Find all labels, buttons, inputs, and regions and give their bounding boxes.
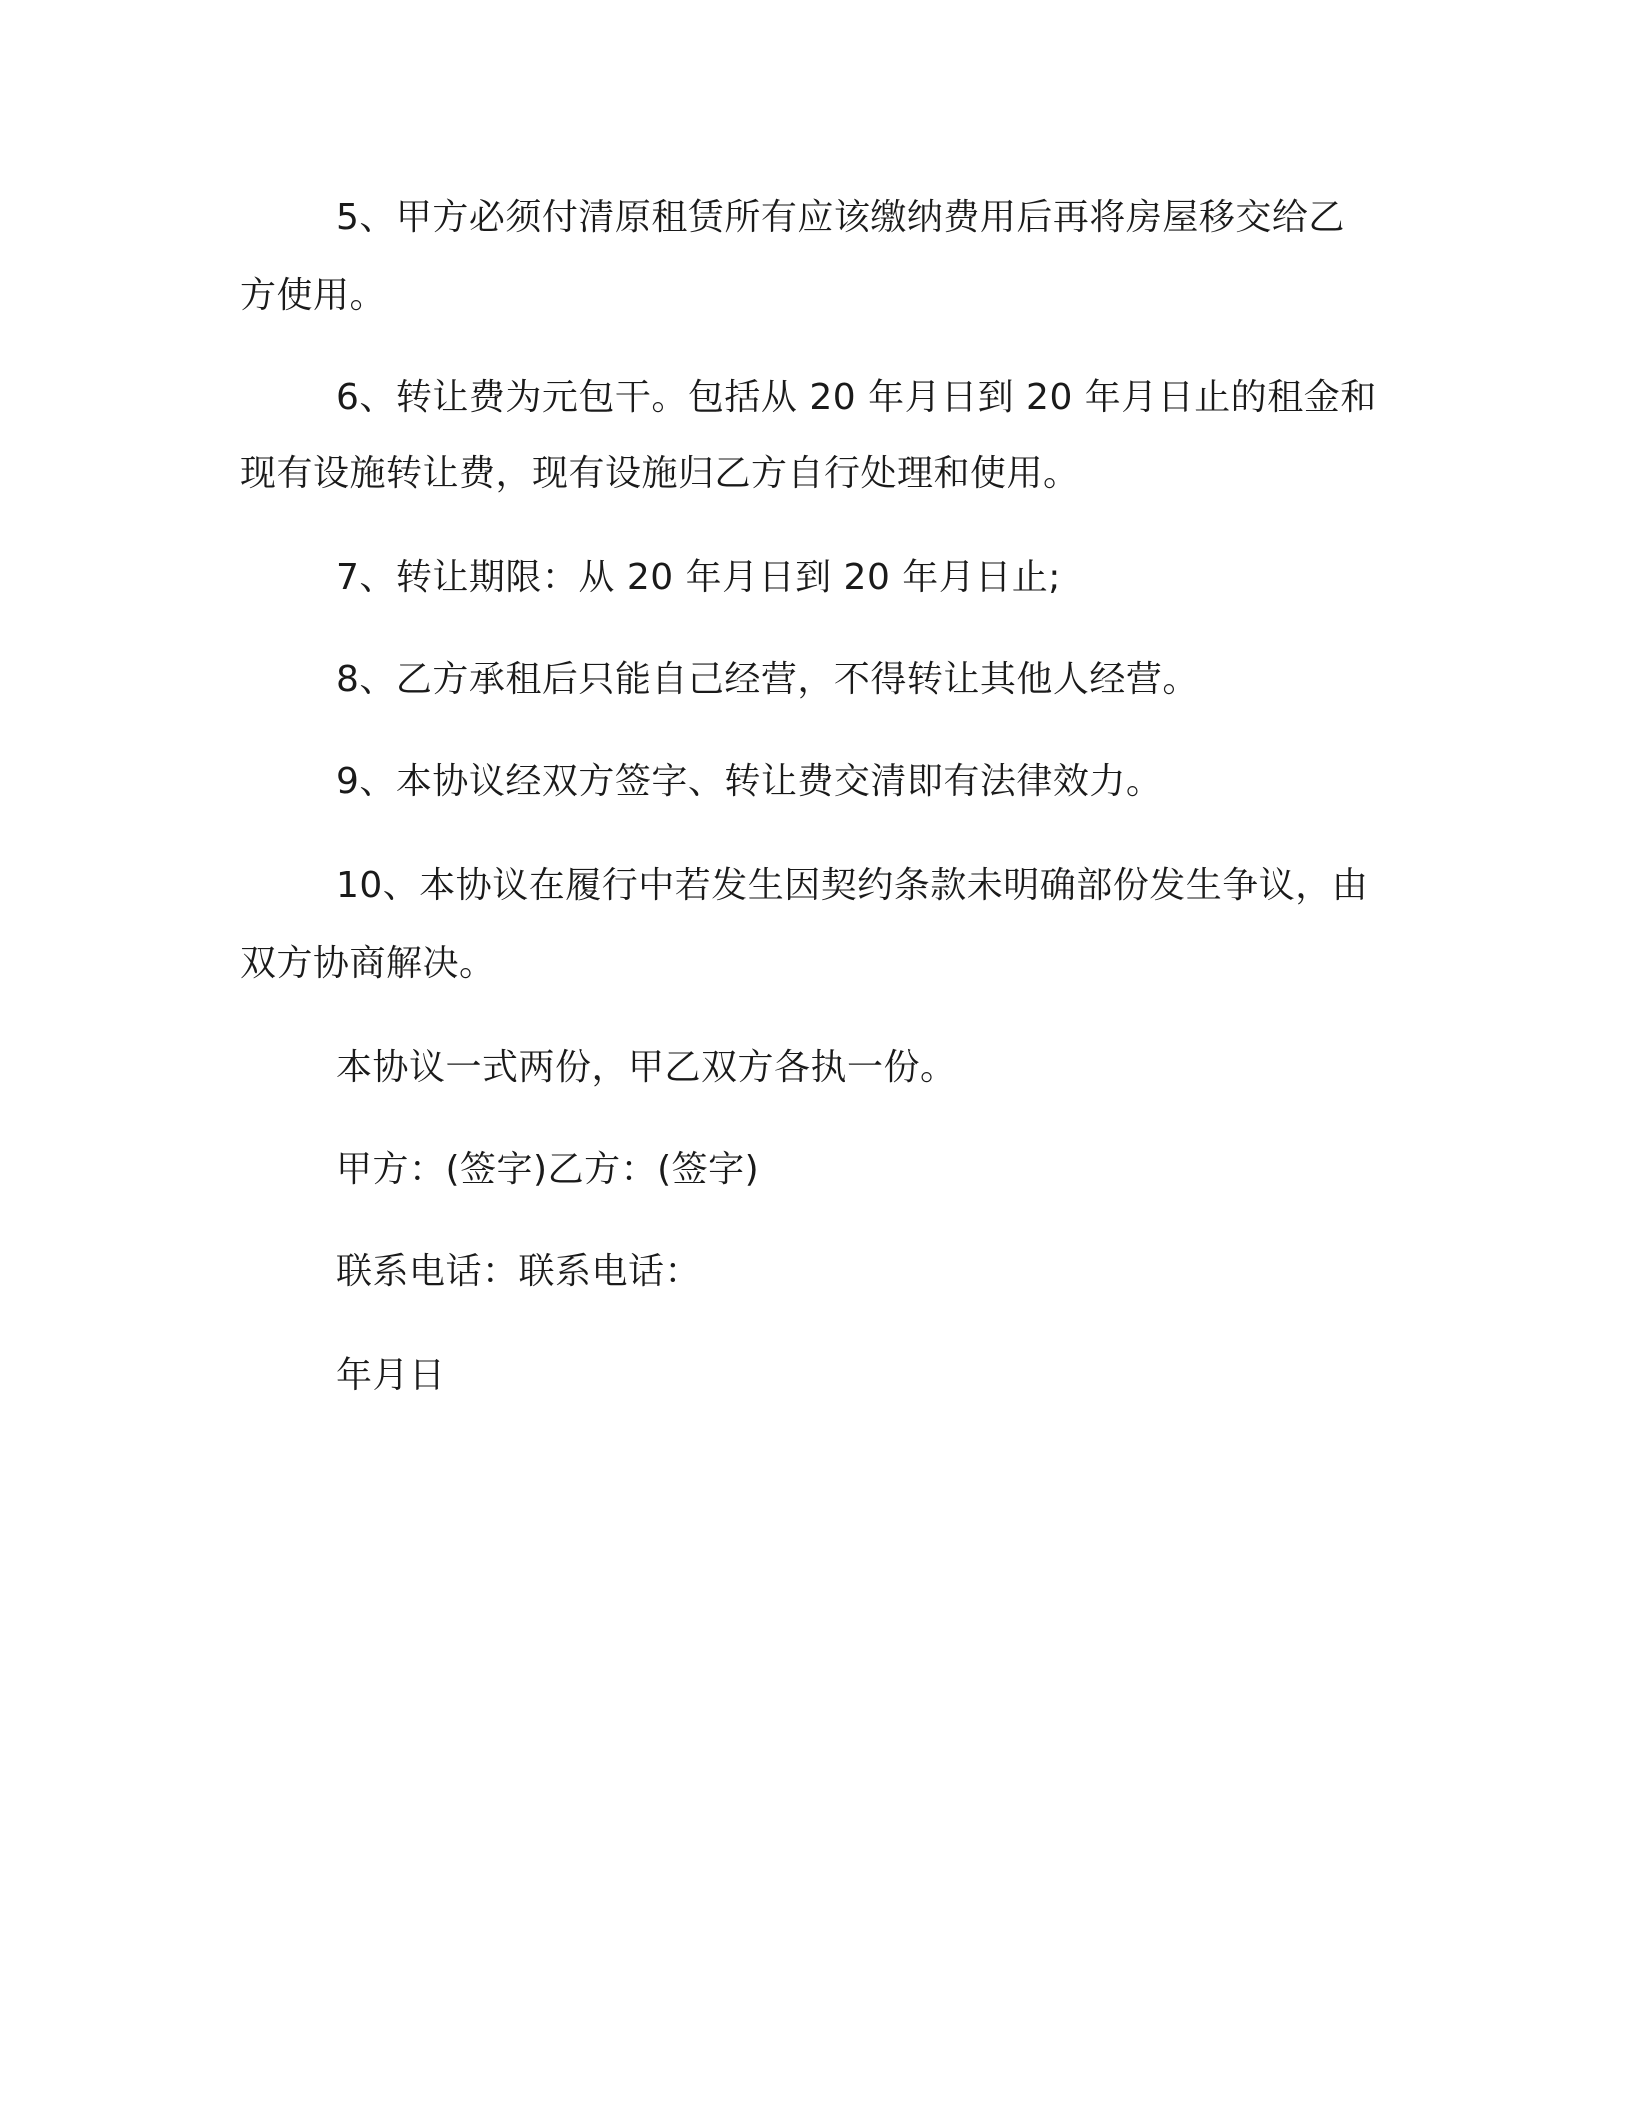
date-line: 年月日: [336, 1355, 446, 1396]
clause-10-line-2: 双方协商解决。: [240, 943, 496, 984]
clause-7: 7、转让期限：从 20 年月日到 20 年月日止;: [336, 557, 1061, 598]
phone-line: 联系电话：联系电话：: [336, 1251, 702, 1292]
clause-9: 9、本协议经双方签字、转让费交清即有法律效力。: [336, 761, 1163, 802]
clause-8: 8、乙方承租后只能自己经营，不得转让其他人经营。: [336, 659, 1199, 700]
clause-5-line-2: 方使用。: [240, 275, 387, 316]
copies-statement: 本协议一式两份，甲乙双方各执一份。: [336, 1047, 957, 1088]
clause-5-line-1: 5、甲方必须付清原租赁所有应该缴纳费用后再将房屋移交给乙: [336, 197, 1345, 238]
clause-6-line-2: 现有设施转让费，现有设施归乙方自行处理和使用。: [240, 453, 1080, 494]
clause-10-line-1: 10、本协议在履行中若发生因契约条款未明确部份发生争议，由: [336, 865, 1369, 906]
clause-6-line-1: 6、转让费为元包干。包括从 20 年月日到 20 年月日止的租金和: [336, 377, 1377, 418]
signature-line: 甲方：(签字)乙方：(签字): [336, 1149, 760, 1190]
